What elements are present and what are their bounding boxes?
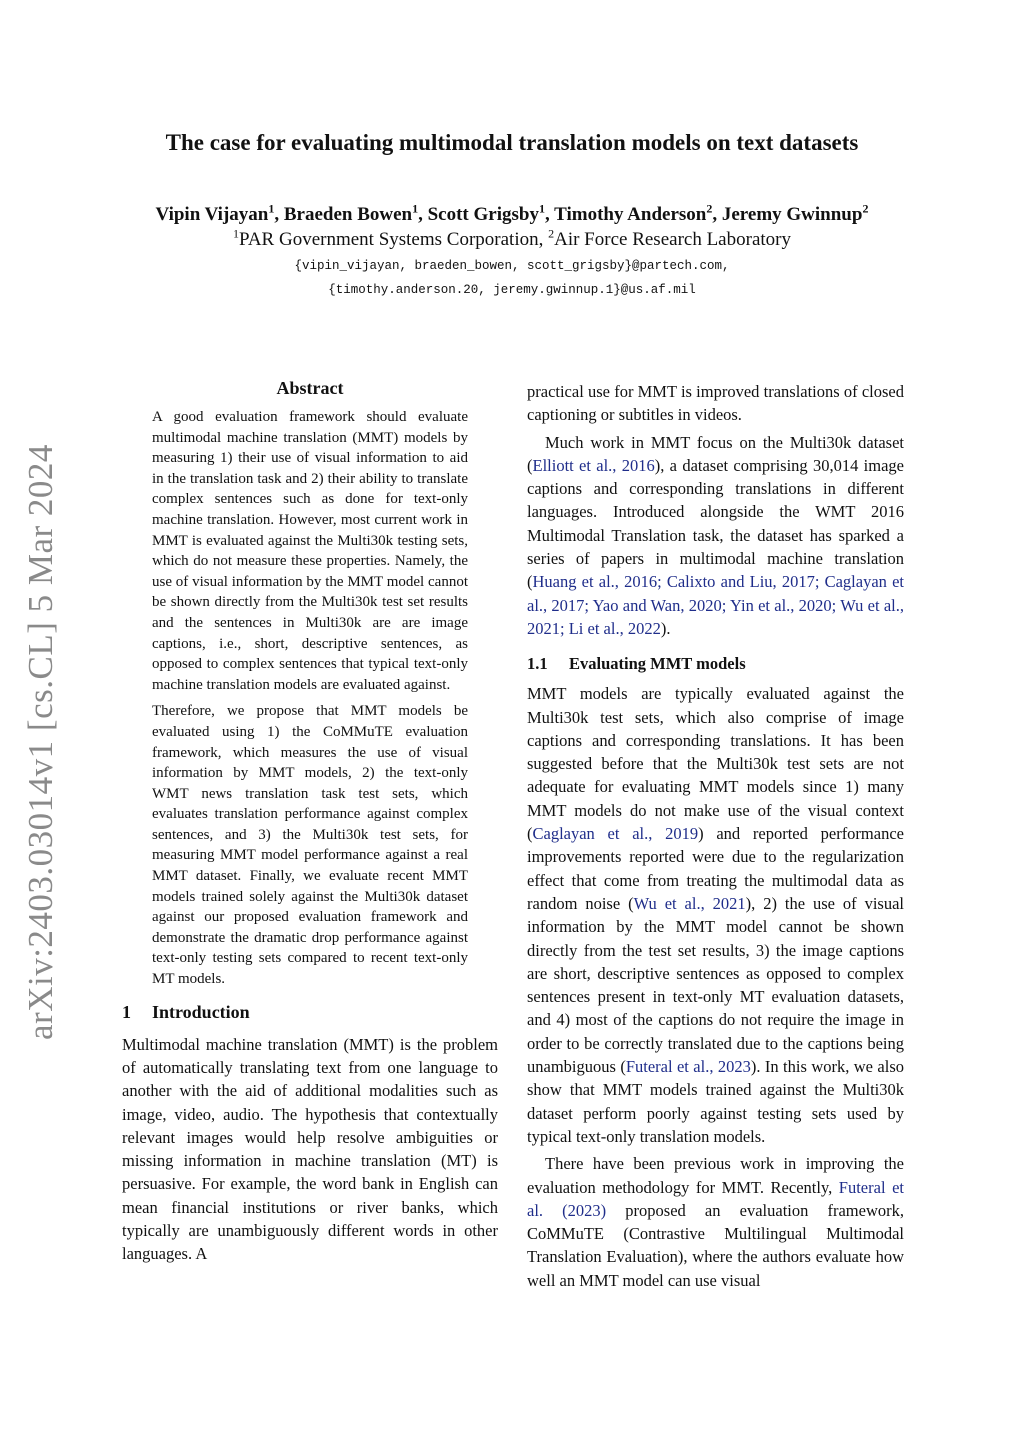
abstract-heading: Abstract [276, 378, 344, 398]
citation-link[interactable]: Caglayan et al., 2019 [532, 824, 699, 844]
text-run: ) and reported performance improvements reported were due to the regularization effect that come from treating the multimodal data as random noise ( [527, 824, 904, 913]
citation-link[interactable]: Huang et al., 2016; Calixto and Liu, 2017; Caglayan et al., 2017; Yao and Wan, 2020; Yin et al., 2020; Wu et al., 2021; Li et al., 2022 [527, 572, 904, 638]
body-paragraph [527, 682, 904, 1148]
text-run: ). In this work, we also show that MMT models trained against the Multi30k dataset perform poorly against testing sets used by typical text-only translation models. [527, 1057, 904, 1146]
subsection-number: 1.1 [527, 654, 548, 674]
affiliation-mark: 1 [233, 226, 239, 241]
citation-link[interactable]: Futeral et al. (2023) [527, 1177, 904, 1220]
author-name: Vipin Vijayan [155, 204, 269, 225]
left-column [122, 378, 498, 1266]
author-affiliation-mark: 1 [538, 201, 545, 216]
subsection-title: Evaluating MMT models [569, 654, 746, 674]
abstract-paragraph: A good evaluation framework should evaluate multimodal machine translation (MMT) models by measuring 1) their use of visual information to aid in the translation task and 2) their ability to translate complex sentences such as done for text-only machine translation. However, most current work in MMT is evaluated against the Multi30k testing sets, which do not measure these properties. Namely, the use of visual information by the MMT model cannot be shown directly from the Multi30k test set results and the sentences in Multi30k are are image captions, i.e., short, descriptive sentences, as opposed to complex sentences that typical text-only machine translation models are evaluated against. [152, 409, 468, 693]
citation-link[interactable]: Elliott et al., 2016 [532, 455, 655, 475]
abstract-body [122, 407, 498, 990]
body-paragraph: practical use for MMT is improved translations of closed captioning or subtitles in videos. [527, 382, 904, 425]
body-paragraph [527, 1152, 904, 1292]
text-run: MMT models are typically evaluated against the Multi30k test sets, which also comprise of image captions and corresponding translations. It has been suggested before that the Multi30k test sets are not adequate for evaluating MMT models since 1) many MMT models do not make use of the visual context ( [527, 684, 904, 844]
author-affiliation-mark: 1 [412, 201, 419, 216]
subsection-body [527, 682, 904, 1292]
introduction-continued [527, 380, 904, 640]
affiliation-name: PAR Government Systems Corporation [239, 229, 539, 250]
text-run: ). [660, 618, 671, 638]
body-paragraph: Multimodal machine translation (MMT) is the problem of automatically translating text from one language to another with the aid of additional modalities such as image, video, audio. The hypothesis that contextually relevant images would help resolve ambiguities or missing information in machine translation (MT) is persuasive. For example, the word bank in English can mean financial institutions or river banks, which typically are unambiguously different words in other languages. A [122, 1034, 498, 1264]
text-run: ), a dataset comprising 30,014 image captions and corresponding translations in different languages. Introduced alongside the WMT 2016 Multimodal Translation task, the dataset has sparked a series of papers in multimodal machine translation ( [527, 455, 904, 592]
citation-link[interactable]: Futeral et al., 2023 [625, 1057, 751, 1077]
paper-title: The case for evaluating multimodal translation models on text datasets [165, 130, 859, 155]
section-title: Introduction [152, 1001, 250, 1022]
arxiv-identifier: arXiv:2403.03014v1 [cs.CL] 5 Mar 2024 [21, 444, 60, 1040]
text-run: ), 2) the use of visual information by the MMT model cannot be shown directly from the test set results, 3) the image captions are short, descriptive sentences as opposed to complex sentences present in text-only MT evaluation datasets, and 4) most of the captions do not require the image in order to be correctly translated due to the captions being unambiguous ( [527, 893, 905, 1077]
author-affiliation-mark: 2 [706, 201, 713, 216]
body-paragraph [527, 431, 904, 641]
text-run: There have been previous work in improving the evaluation methodology for MMT. Recently, [527, 1154, 904, 1197]
section-heading-introduction [122, 1002, 498, 1023]
text-run: Much work in MMT focus on the Multi30k dataset ( [527, 432, 904, 475]
section-number: 1 [122, 1001, 131, 1022]
subsection-heading [527, 654, 904, 674]
author-name: Jeremy Gwinnup [721, 204, 863, 225]
citation-link[interactable]: Wu et al., 2021 [633, 893, 746, 913]
abstract-paragraph: Therefore, we propose that MMT models be evaluated using 1) the CoMMuTE evaluation framework, which measures the use of visual information by MMT models, 2) the text-only WMT news translation task test sets, which evaluates translation performance against complex sentences, and 3) the Multi30k test sets, for measuring MMT model performance against a real MMT dataset. Finally, we evaluate recent MMT models trained solely against the Multi30k dataset against our proposed evaluation framework and demonstrate the dramatic drop performance against text-only testing sets compared to recent text-only MT models. [152, 703, 468, 988]
affiliation-name: Air Force Research Laboratory [554, 229, 791, 250]
author-affiliation-mark: 2 [862, 201, 869, 216]
affiliation-line: $^1$PAR Government Systems Corporation, $^2$Air Force Research Laboratory [233, 226, 791, 250]
affiliation-mark: 2 [548, 226, 555, 241]
author-name: Scott Grigsby [427, 204, 539, 225]
author-name: Braeden Bowen [283, 204, 413, 225]
author-list: Vipin Vijayan$^1$, Braeden Bowen$^1$, Scott Grigsby$^1$, Timothy Anderson$^2$, Jeremy Gwinnup$^2$ [155, 201, 869, 225]
text-run: proposed an evaluation framework, CoMMuTE (Contrastive Multilingual Multimodal Translation Evaluation), where the authors evaluate how well an MMT model can use visual [527, 1200, 905, 1290]
right-column [527, 380, 904, 1292]
author-email-line: {vipin_vijayan, braeden_bowen, scott_grigsby}@partech.com, [294, 259, 730, 273]
introduction-body [122, 1033, 498, 1266]
author-affiliation-mark: 1 [268, 201, 275, 216]
author-name: Timothy Anderson [554, 204, 707, 225]
author-email-line: {timothy.anderson.20, jeremy.gwinnup.1}@us.af.mil [328, 283, 696, 297]
